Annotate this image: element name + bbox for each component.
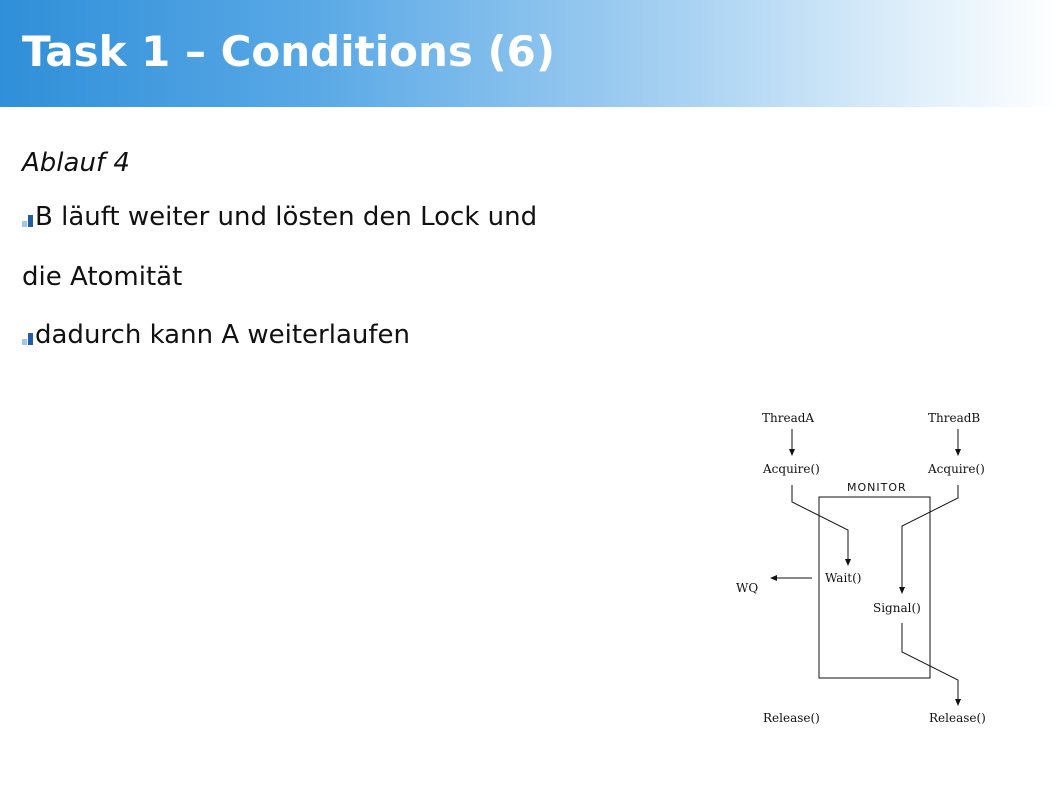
bullet-icon bbox=[22, 211, 34, 227]
arrow-acquire-a-wait bbox=[792, 485, 848, 560]
monitor-diagram bbox=[730, 400, 1030, 735]
bullet-item bbox=[22, 200, 537, 234]
thread-a-label: ThreadA bbox=[762, 411, 815, 425]
arrow-head bbox=[789, 449, 795, 456]
bullet-item bbox=[22, 318, 410, 352]
bullet-text: dadurch kann A weiterlaufen bbox=[35, 320, 411, 350]
slide-subtitle: Ablauf 4 bbox=[22, 148, 130, 178]
signal-label: Signal() bbox=[873, 601, 921, 615]
release-b-label: Release() bbox=[929, 711, 986, 725]
arrow-head bbox=[845, 559, 851, 566]
arrow-head bbox=[770, 575, 777, 581]
monitor-label: MONITOR bbox=[847, 481, 907, 494]
slide-title: Task 1 – Conditions (6) bbox=[22, 27, 556, 76]
arrow-head bbox=[955, 449, 961, 456]
wait-label: Wait() bbox=[825, 571, 862, 585]
acquire-a-label: Acquire() bbox=[763, 462, 820, 476]
arrow-head bbox=[899, 587, 905, 594]
bullet-icon bbox=[22, 329, 34, 345]
wq-label: WQ bbox=[736, 581, 759, 595]
release-a-label: Release() bbox=[763, 711, 820, 725]
thread-b-label: ThreadB bbox=[928, 411, 981, 425]
bullet-continuation: die Atomität bbox=[22, 262, 183, 292]
arrow-head bbox=[955, 699, 961, 706]
acquire-b-label: Acquire() bbox=[928, 462, 985, 476]
title-banner bbox=[0, 0, 1058, 107]
bullet-text: B läuft weiter und lösten den Lock und bbox=[35, 202, 538, 232]
